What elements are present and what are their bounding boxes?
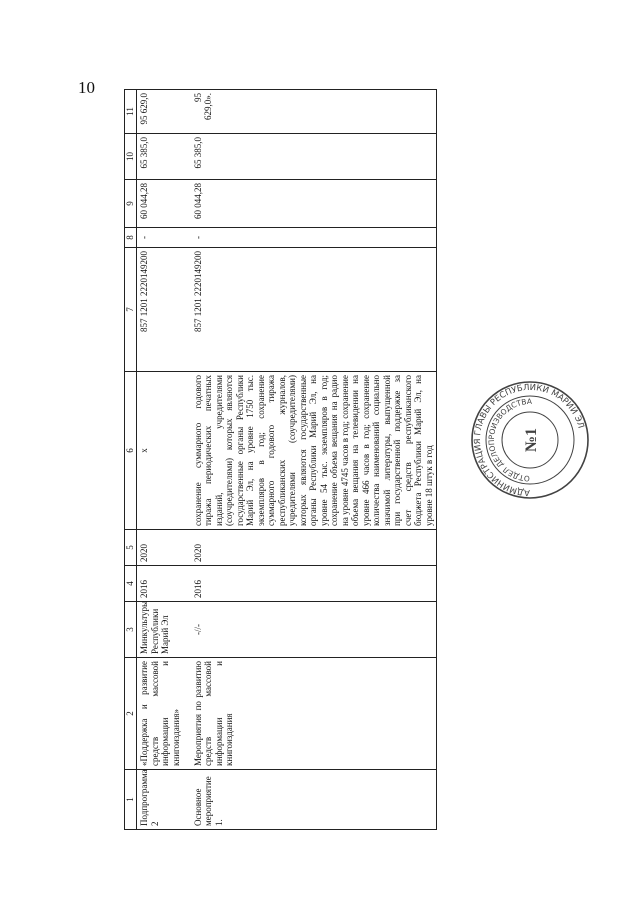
header-cell: 4	[125, 566, 137, 602]
cell-end-year: 2020	[191, 530, 437, 566]
official-seal	[470, 380, 590, 500]
cell-end-year: 2020	[137, 530, 191, 566]
header-cell: 5	[125, 530, 137, 566]
cell-executor: -//-	[191, 602, 437, 658]
cell-col8: -	[191, 228, 437, 248]
header-cell: 3	[125, 602, 137, 658]
header-cell: 10	[125, 134, 137, 180]
cell-start-year: 2016	[137, 566, 191, 602]
cell-name: Основное мероприятие 1.	[191, 770, 437, 830]
column-number-row	[125, 90, 137, 830]
seal-inner-text: ОТДЕЛ ДЕЛОПРОИЗВОДСТВА	[486, 396, 533, 484]
header-cell: 1	[125, 770, 137, 830]
seal-outer-text: АДМИНИСТРАЦИЯ ГЛАВЫ РЕСПУБЛИКИ МАРИЙ ЭЛ	[472, 382, 586, 498]
cell-executor: Минкультуры Республики Марий Эл	[137, 602, 191, 658]
header-cell: 7	[125, 248, 137, 372]
cell-title: «Поддержка и развитие средств массовой информации и книгоиздания»	[137, 658, 191, 770]
cell-col9: 60 044,28	[137, 180, 191, 228]
cell-result: сохранение суммарного годового тиража периодических печатных изданий, учредителями (соучредителями) которых являются государственные органы Республики Марий Эл, на уровне 1750 тыс. экземпляров в год; сохранение суммарного годового тиража республиканских журналов, учредителями (соучредителями) которых являются государственные органы Республики Марий Эл, на уровне 54 тыс. экземпляров в год; сохранение объема вещания на радио на уровне 4745 часов в год; сохранение объема вещания на телевидении на уровне 466 часов в год; сохранение количества наименований социально значимой литературы, выпущенной при государственной поддержке за счет средств республиканского бюджета Республики Марий Эл, на уровне 18 штук в год	[191, 372, 437, 530]
cell-col10: 65 385,0	[191, 134, 437, 180]
cell-code: 857 1201 2220149200	[191, 248, 437, 372]
header-cell: 11	[125, 90, 137, 134]
cell-col10: 65 385,0	[137, 134, 191, 180]
cell-code: 857 1201 2220149200	[137, 248, 191, 372]
cell-result: х	[137, 372, 191, 530]
cell-col9: 60 044,28	[191, 180, 437, 228]
table-row	[191, 90, 437, 830]
cell-col11: 95 629,0».	[191, 90, 437, 134]
seal-number: №1	[523, 427, 540, 453]
cell-start-year: 2016	[191, 566, 437, 602]
header-cell: 9	[125, 180, 137, 228]
cell-title: Мероприятия по развитию средств массовой информации и книгоиздания	[191, 658, 437, 770]
header-cell: 8	[125, 228, 137, 248]
cell-col8: -	[137, 228, 191, 248]
page-number: 10	[78, 78, 95, 97]
header-cell: 2	[125, 658, 137, 770]
table-row	[137, 90, 191, 830]
cell-name: Подпрограмма 2	[137, 770, 191, 830]
header-cell: 6	[125, 372, 137, 530]
cell-col11: 95 629,0	[137, 90, 191, 134]
